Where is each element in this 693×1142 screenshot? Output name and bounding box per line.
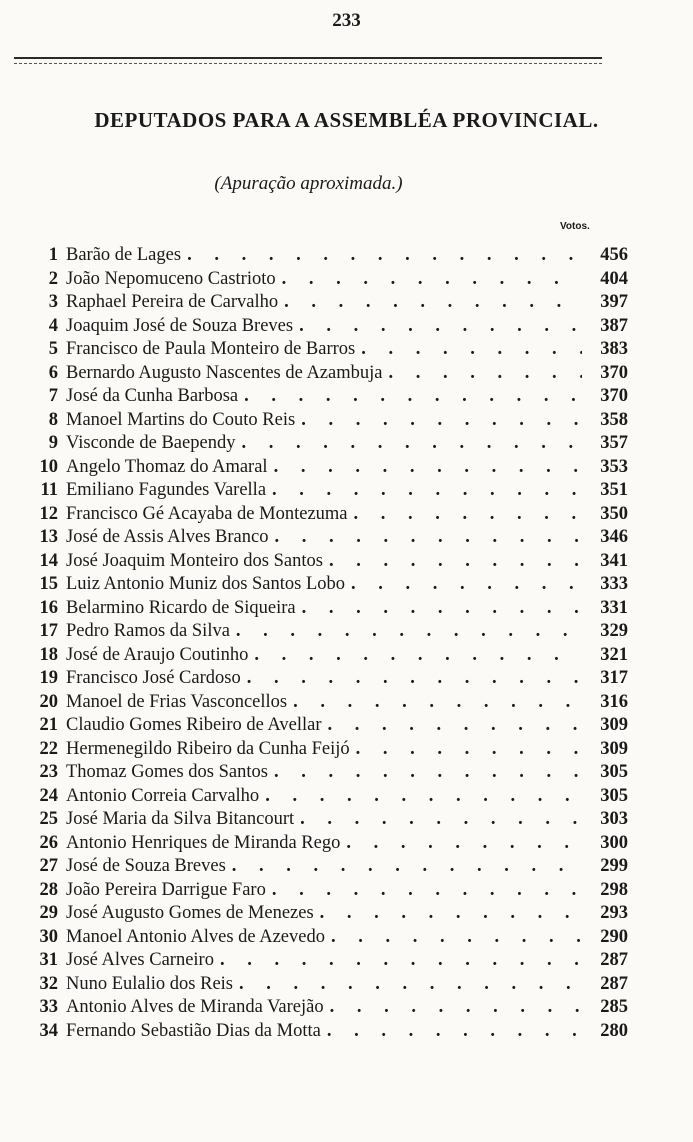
deputy-votes: 351: [600, 480, 628, 500]
deputy-name: João Pereira Darrigue Faro: [66, 879, 266, 900]
dot-leader: [320, 903, 582, 924]
deputy-name: Pedro Ramos da Silva: [66, 621, 230, 641]
deputy-number: 2: [48, 268, 58, 289]
deputy-row: [28, 621, 628, 645]
deputy-row: [28, 927, 628, 951]
deputy-name: Raphael Pereira de Carvalho: [66, 292, 279, 312]
deputy-row: [28, 668, 628, 692]
deputy-number: 20: [39, 691, 58, 712]
votes-column-header: Votos.: [560, 221, 590, 232]
deputy-number: 11: [40, 480, 58, 500]
deputy-row: [28, 1021, 628, 1045]
deputy-number: 7: [48, 386, 58, 406]
dot-leader: [187, 245, 582, 266]
deputy-number: 21: [39, 715, 58, 735]
deputy-votes: 456: [600, 245, 628, 265]
dot-leader: [293, 692, 582, 713]
dot-leader: [274, 527, 582, 548]
dot-leader: [301, 410, 582, 431]
deputy-number: 17: [39, 621, 58, 641]
deputy-row: [28, 903, 628, 927]
deputy-name: Joaquim José de Souza Breves: [66, 315, 294, 336]
deputy-row: [28, 997, 628, 1021]
deputy-number: 6: [48, 362, 58, 383]
deputy-row: [28, 950, 628, 974]
deputy-votes: 383: [600, 339, 628, 359]
header-rule: [14, 57, 602, 64]
deputy-row: [28, 833, 628, 857]
deputy-number: 23: [39, 762, 58, 782]
dot-leader: [346, 833, 582, 854]
deputy-number: 18: [39, 644, 58, 665]
deputy-name: Antonio Alves de Miranda Varejão: [66, 997, 324, 1017]
deputy-votes: 317: [600, 668, 628, 688]
deputy-number: 31: [39, 950, 58, 970]
deputy-name: José Augusto Gomes de Menezes: [66, 903, 314, 923]
page-title: DEPUTADOS PARA A ASSEMBLÉA PROVINCIAL.: [94, 108, 599, 132]
deputy-votes: 397: [600, 292, 628, 312]
deputy-name: José Alves Carneiro: [66, 950, 214, 970]
deputy-name: Antonio Henriques de Miranda Rego: [66, 832, 341, 853]
deputy-row: [28, 739, 628, 763]
deputy-row: [28, 363, 628, 387]
deputy-row: [28, 880, 628, 904]
deputy-row: [28, 457, 628, 481]
deputy-name: Thomaz Gomes dos Santos: [66, 762, 268, 782]
deputy-votes: 321: [600, 644, 628, 665]
deputy-votes: 280: [600, 1020, 628, 1041]
deputy-number: 8: [48, 409, 58, 430]
deputy-votes: 316: [600, 691, 628, 712]
deputy-row: [28, 269, 628, 293]
deputy-row: [28, 245, 628, 269]
deputy-row: [28, 504, 628, 528]
deputy-number: 32: [39, 973, 58, 994]
deputy-name: Francisco de Paula Monteiro de Barros: [66, 339, 356, 359]
deputy-votes: 309: [600, 715, 628, 735]
deputy-name: José Maria da Silva Bitancourt: [66, 809, 295, 829]
deputy-row: [28, 715, 628, 739]
dot-leader: [220, 950, 582, 971]
deputy-row: [28, 433, 628, 457]
page-number: 233: [332, 10, 361, 31]
deputy-number: 1: [48, 245, 58, 265]
deputy-number: 25: [39, 809, 58, 829]
deputy-row: [28, 809, 628, 833]
deputy-votes: 341: [600, 550, 628, 571]
deputy-votes: 387: [600, 315, 628, 336]
deputy-name: Manoel Antonio Alves de Azevedo: [66, 926, 325, 947]
dot-leader: [254, 645, 582, 666]
deputy-number: 29: [39, 903, 58, 923]
deputy-votes: 357: [600, 433, 628, 453]
deputy-row: [28, 598, 628, 622]
deputy-votes: 305: [600, 785, 628, 806]
deputy-number: 14: [39, 550, 58, 571]
deputy-name: Visconde de Baependy: [66, 433, 236, 453]
dot-leader: [244, 386, 582, 407]
deputy-name: Angelo Thomaz do Amaral: [66, 456, 268, 477]
deputy-number: 3: [48, 292, 58, 312]
page-subtitle: (Apuração aproximada.): [214, 173, 403, 194]
deputy-number: 16: [39, 597, 58, 618]
deputy-votes: 290: [600, 926, 628, 947]
deputy-name: Fernando Sebastião Dias da Motta: [66, 1020, 321, 1041]
dot-leader: [247, 668, 582, 689]
deputy-list: [28, 245, 628, 1044]
deputy-number: 13: [39, 527, 58, 547]
deputy-number: 12: [39, 503, 58, 524]
deputy-votes: 287: [600, 950, 628, 970]
deputy-votes: 358: [600, 409, 628, 430]
dot-leader: [236, 621, 582, 642]
dot-leader: [232, 856, 582, 877]
deputy-row: [28, 480, 628, 504]
dot-leader: [272, 480, 582, 501]
deputy-name: Luiz Antonio Muniz dos Santos Lobo: [66, 574, 346, 594]
deputy-name: Manoel de Frias Vasconcellos: [66, 691, 288, 712]
dot-leader: [284, 292, 582, 313]
dot-leader: [239, 974, 582, 995]
deputy-number: 10: [39, 456, 58, 477]
dot-leader: [300, 809, 582, 830]
deputy-name: Francisco Gé Acayaba de Montezuma: [66, 503, 348, 524]
deputy-row: [28, 762, 628, 786]
deputy-name: Francisco José Cardoso: [66, 668, 241, 688]
deputy-name: Manoel Martins do Couto Reis: [66, 409, 296, 430]
deputy-votes: 346: [600, 527, 628, 547]
deputy-row: [28, 527, 628, 551]
deputy-votes: 370: [600, 362, 628, 383]
deputy-name: José de Souza Breves: [66, 856, 226, 876]
dot-leader: [331, 927, 582, 948]
dot-leader: [265, 786, 582, 807]
deputy-votes: 298: [600, 879, 628, 900]
deputy-name: Barão de Lages: [66, 245, 182, 265]
deputy-number: 26: [39, 832, 58, 853]
deputy-votes: 299: [600, 856, 628, 876]
deputy-votes: 331: [600, 597, 628, 618]
deputy-row: [28, 410, 628, 434]
deputy-number: 5: [48, 339, 58, 359]
deputy-votes: 305: [600, 762, 628, 782]
deputy-row: [28, 856, 628, 880]
deputy-row: [28, 551, 628, 575]
dot-leader: [299, 316, 582, 337]
deputy-number: 15: [39, 574, 58, 594]
dot-leader: [302, 598, 582, 619]
deputy-row: [28, 974, 628, 998]
deputy-name: José de Araujo Coutinho: [66, 644, 249, 665]
deputy-number: 34: [39, 1020, 58, 1041]
dot-leader: [361, 339, 582, 360]
deputy-row: [28, 645, 628, 669]
deputy-row: [28, 386, 628, 410]
dot-leader: [241, 433, 582, 454]
deputy-name: Belarmino Ricardo de Siqueira: [66, 597, 296, 618]
deputy-votes: 293: [600, 903, 628, 923]
deputy-number: 28: [39, 879, 58, 900]
dot-leader: [354, 504, 582, 525]
deputy-number: 9: [48, 433, 58, 453]
deputy-row: [28, 692, 628, 716]
deputy-number: 33: [39, 997, 58, 1017]
deputy-row: [28, 786, 628, 810]
dot-leader: [274, 762, 582, 783]
deputy-name: Nuno Eulalio dos Reis: [66, 973, 234, 994]
deputy-name: Hermenegildo Ribeiro da Cunha Feijó: [66, 738, 350, 759]
dot-leader: [282, 269, 582, 290]
deputy-number: 22: [39, 738, 58, 759]
deputy-votes: 285: [600, 997, 628, 1017]
dot-leader: [330, 997, 582, 1018]
dot-leader: [329, 551, 582, 572]
deputy-votes: 303: [600, 809, 628, 829]
deputy-name: José de Assis Alves Branco: [66, 527, 269, 547]
deputy-row: [28, 574, 628, 598]
deputy-votes: 353: [600, 456, 628, 477]
deputy-number: 19: [39, 668, 58, 688]
dot-leader: [356, 739, 582, 760]
deputy-row: [28, 316, 628, 340]
deputy-votes: 309: [600, 738, 628, 759]
dot-leader: [328, 715, 582, 736]
deputy-votes: 329: [600, 621, 628, 641]
deputy-name: João Nepomuceno Castrioto: [66, 268, 276, 289]
dot-leader: [327, 1021, 582, 1042]
deputy-votes: 300: [600, 832, 628, 853]
deputy-name: Claudio Gomes Ribeiro de Avellar: [66, 715, 322, 735]
deputy-number: 30: [39, 926, 58, 947]
deputy-name: Emiliano Fagundes Varella: [66, 480, 267, 500]
deputy-number: 4: [48, 315, 58, 336]
deputy-votes: 370: [600, 386, 628, 406]
deputy-number: 24: [39, 785, 58, 806]
deputy-votes: 350: [600, 503, 628, 524]
deputy-name: Bernardo Augusto Nascentes de Azambuja: [66, 362, 383, 383]
deputy-votes: 333: [600, 574, 628, 594]
dot-leader: [351, 574, 582, 595]
deputy-name: Antonio Correia Carvalho: [66, 785, 260, 806]
deputy-number: 27: [39, 856, 58, 876]
dot-leader: [388, 363, 582, 384]
dot-leader: [272, 880, 582, 901]
deputy-row: [28, 292, 628, 316]
deputy-name: José Joaquim Monteiro dos Santos: [66, 550, 323, 571]
deputy-votes: 287: [600, 973, 628, 994]
dot-leader: [274, 457, 582, 478]
deputy-votes: 404: [600, 268, 628, 289]
deputy-row: [28, 339, 628, 363]
deputy-name: José da Cunha Barbosa: [66, 386, 239, 406]
